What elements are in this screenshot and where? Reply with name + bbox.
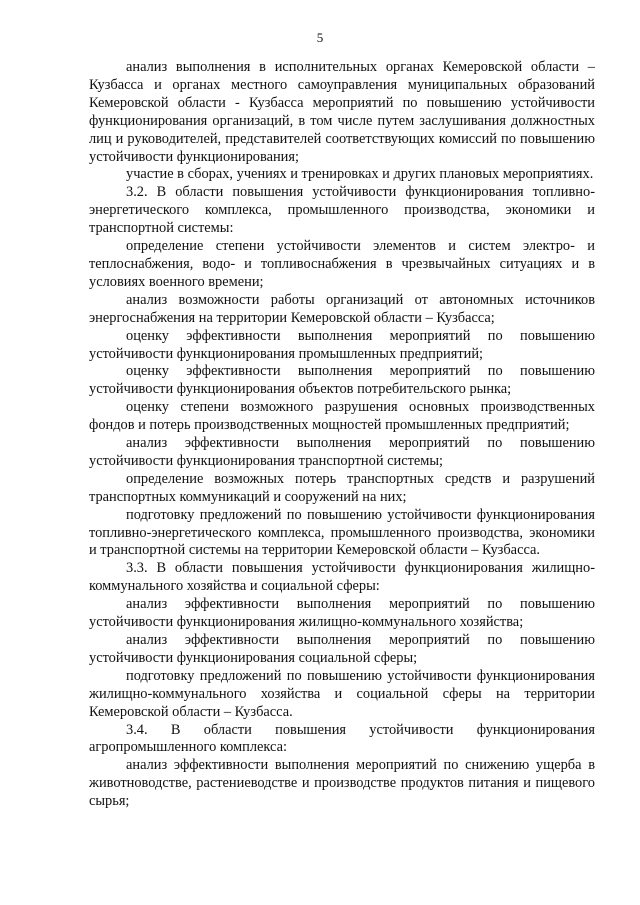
paragraph: определение степени устойчивости элементов и систем электро- и теплоснабжения, водо- и топливоснабжения в чрезвычайных ситуациях и в условиях военного времени; (89, 238, 595, 290)
paragraph: анализ возможности работы организаций от автономных источников энергоснабжения на территории Кемеровской области – Кузбасса; (89, 291, 595, 326)
paragraph: участие в сборах, учениях и тренировках и других плановых мероприятиях. (126, 166, 594, 183)
paragraph: подготовку предложений по повышению устойчивости функционирования жилищно-коммунального хозяйства и социальной сферы на территории Кемеровской области – Кузбасса. (89, 667, 595, 720)
paragraph: подготовку предложений по повышению устойчивости функционирования топливно-энергетического комплекса, промышленного производства, экономики и транспортной системы на территории Кемеровской области – Кузбасса. (89, 506, 595, 559)
paragraph: оценку степени возможного разрушения основных производственных фондов и потерь производственных мощностей промышленных предприятий; (89, 399, 595, 434)
paragraph: анализ эффективности выполнения мероприятий по снижению ущерба в животноводстве, растениеводстве и производстве продуктов питания и пищевого сырья; (89, 757, 595, 810)
section-heading-3-2: 3.2. В области повышения устойчивости функционирования топливно-энергетического комплекса, промышленного производства, экономики и транспортной системы: (89, 184, 595, 237)
paragraph: анализ эффективности выполнения мероприятий по повышению устойчивости функционирования социальной сферы; (89, 632, 595, 666)
paragraph: анализ эффективности выполнения мероприятий по повышению устойчивости функционирования жилищно-коммунального хозяйства; (89, 596, 595, 631)
paragraph: оценку эффективности выполнения мероприятий по повышению устойчивости функционирования объектов потребительского рынка; (89, 363, 595, 398)
section-heading-3-3: 3.3. В области повышения устойчивости функционирования жилищно-коммунального хозяйства и социальной сферы: (89, 560, 595, 595)
section-heading-3-4: 3.4. В области повышения устойчивости функционирования агропромышленного комплекса: (89, 721, 595, 756)
paragraph: анализ выполнения в исполнительных органах Кемеровской области – Кузбасса и органах местного самоуправления муниципальных образований Кемеровской области - Кузбасса мероприятий по повышению устойчивости функционирования организаций, в том числе путем заслушивания должностных лиц и руководителей, представителей соответствующих комиссий по повышению устойчивости функционирования; (89, 59, 595, 165)
paragraph: определение возможных потерь транспортных средств и разрушений транспортных коммуникаций и сооружений на них; (89, 470, 595, 505)
page-number: 5 (316, 30, 324, 45)
document-body (89, 59, 595, 811)
paragraph: анализ эффективности выполнения мероприятий по повышению устойчивости функционирования транспортной системы; (89, 435, 595, 469)
paragraph: оценку эффективности выполнения мероприятий по повышению устойчивости функционирования промышленных предприятий; (89, 327, 595, 362)
